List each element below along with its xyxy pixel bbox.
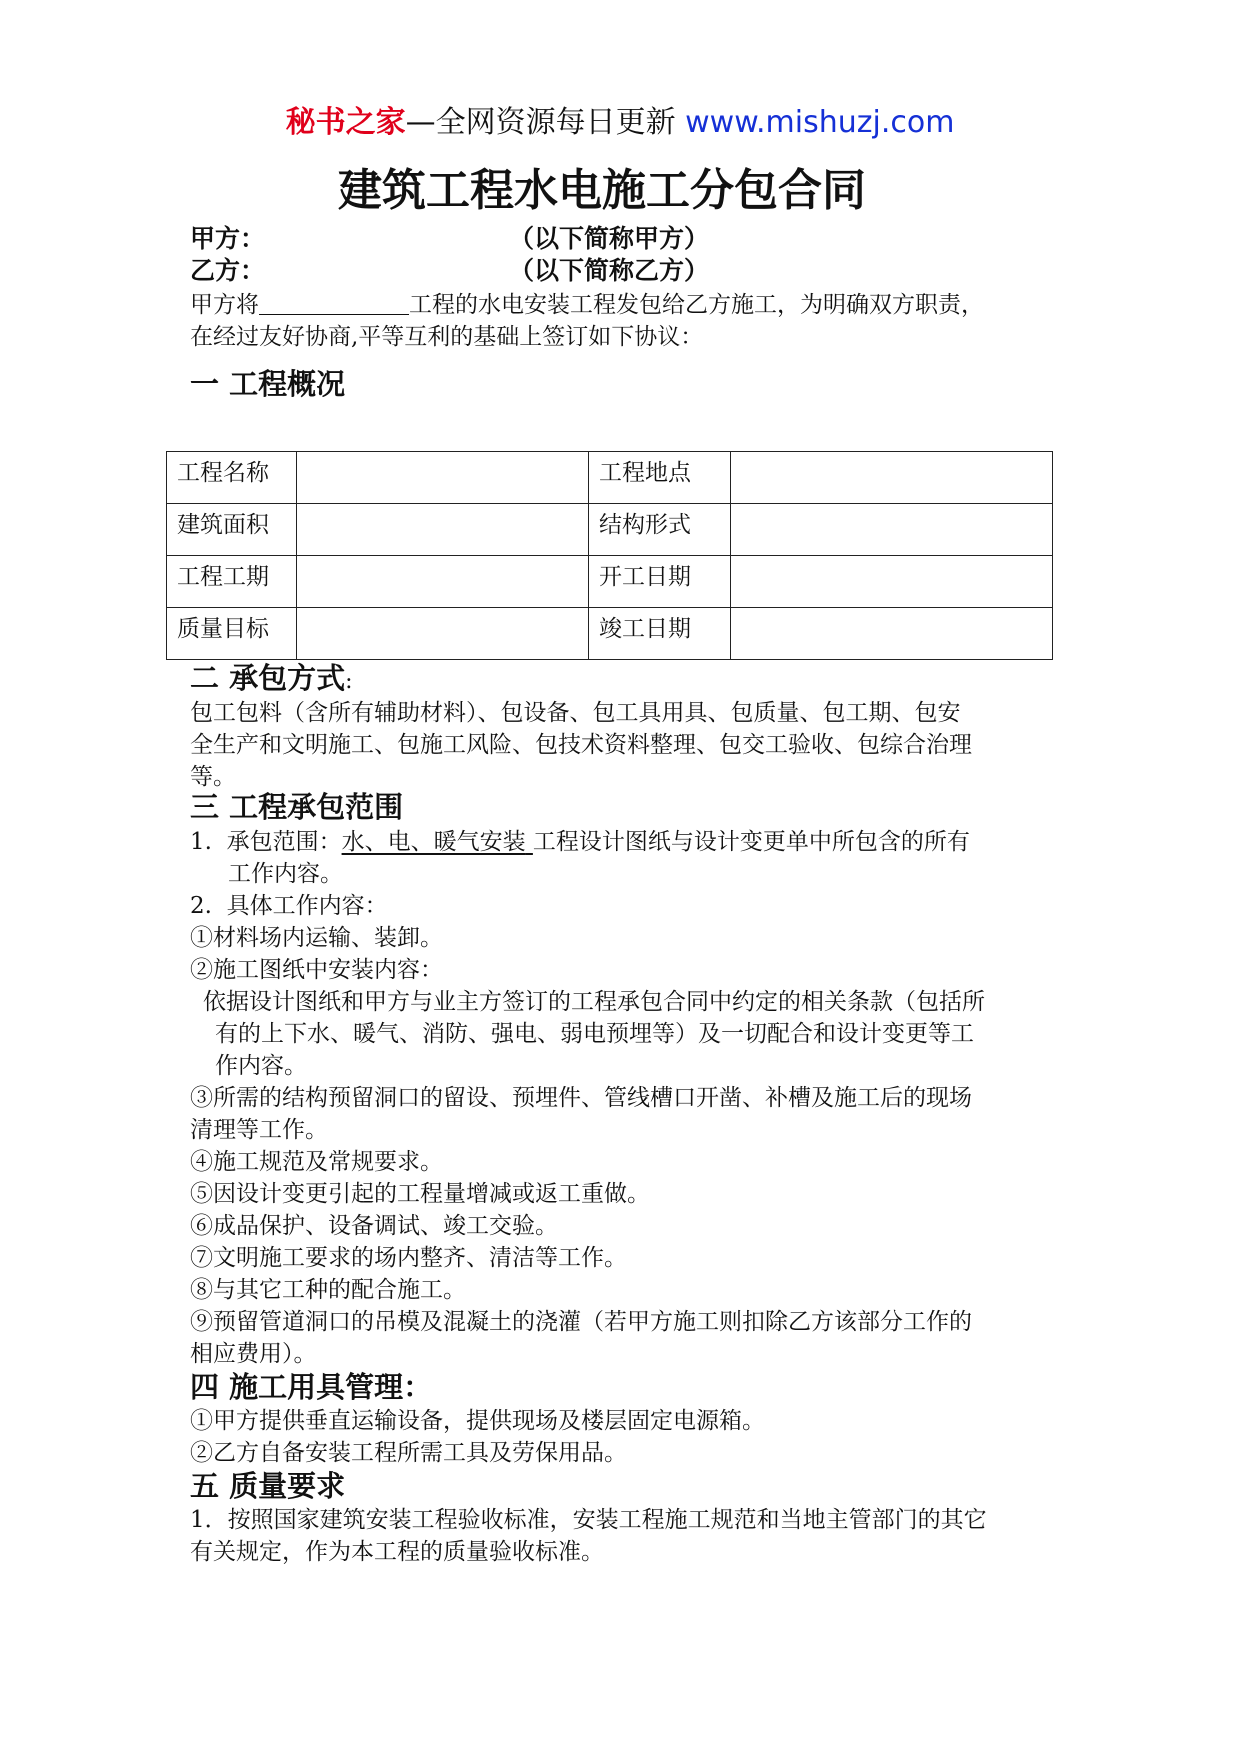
work-item-7: ⑦文明施工要求的场内整齐、清洁等工作。: [190, 1245, 627, 1271]
intro-suffix: 工程的水电安装工程发包给乙方施工，为明确双方职责，: [409, 292, 984, 318]
table-value-cell[interactable]: [297, 452, 589, 504]
table-label-cell: 开工日期: [589, 556, 731, 608]
header-separator: —: [405, 105, 436, 140]
section-2-colon: :: [345, 669, 353, 694]
section-2-heading-text: 二 承包方式: [190, 661, 346, 695]
party-b-label: 乙方：: [190, 256, 266, 285]
section-4-colon: ：: [403, 1370, 433, 1404]
document-title: 建筑工程水电施工分包合同: [338, 165, 866, 216]
scope-item-2: 2. 具体工作内容：: [190, 893, 388, 919]
intro-prefix: 甲方将: [190, 292, 259, 318]
work-item-9: ⑨预留管道洞口的吊模及混凝土的浇灌（若甲方施工则扣除乙方该部分工作的: [190, 1309, 972, 1335]
section-2-line: 等。: [190, 764, 236, 790]
table-label-cell: 工程地点: [589, 452, 731, 504]
intro-line-2: 在经过友好协商,平等互利的基础上签订如下协议：: [190, 324, 704, 350]
intro-paragraph: [190, 289, 1090, 353]
table-label-cell: 工程工期: [167, 556, 297, 608]
site-url-link[interactable]: www.mishuzj.com: [685, 105, 955, 140]
party-b-note: （以下简称乙方）: [509, 256, 710, 285]
section-2-line: 全生产和文明施工、包施工风险、包技术资料整理、包交工验收、包综合治理: [190, 732, 972, 758]
work-item-6: ⑥成品保护、设备调试、竣工交验。: [190, 1213, 558, 1239]
site-header: [0, 103, 1240, 143]
table-row: [167, 556, 1053, 608]
table-value-cell[interactable]: [297, 608, 589, 660]
quality-item-1: 1．按照国家建筑安装工程验收标准，安装工程施工规范和当地主管部门的其它: [190, 1507, 987, 1533]
table-value-cell[interactable]: [731, 504, 1053, 556]
table-row: [167, 504, 1053, 556]
party-a-label: 甲方：: [190, 224, 266, 253]
work-item-9-line-2: 相应费用）。: [190, 1341, 317, 1367]
table-value-cell[interactable]: [731, 556, 1053, 608]
table-value-cell[interactable]: [297, 504, 589, 556]
section-4-heading-text: 四 施工用具管理: [190, 1370, 404, 1404]
scope-underlined-text: 水、电、暖气安装: [341, 829, 526, 855]
table-label-cell: 工程名称: [167, 452, 297, 504]
scope-item-1-prefix: 1. 承包范围：: [190, 829, 342, 855]
work-item-1: ①材料场内运输、装卸。: [190, 925, 443, 951]
table-value-cell[interactable]: [731, 452, 1053, 504]
site-brand: 秘书之家: [285, 105, 406, 140]
section-2-line: 包工包料（含所有辅助材料）、包设备、包工具用具、包质量、包工期、包安: [190, 700, 961, 726]
table-value-cell[interactable]: [731, 608, 1053, 660]
section-1-heading: 一 工程概况: [190, 367, 346, 401]
work-item-3-line-2: 清理等工作。: [190, 1117, 328, 1143]
work-item-4: ④施工规范及常规要求。: [190, 1149, 443, 1175]
table-label-cell: 建筑面积: [167, 504, 297, 556]
underline-gap: [526, 829, 533, 855]
scope-item-1-suffix: 工程设计图纸与设计变更单中所包含的所有: [532, 829, 970, 855]
work-item-8: ⑧与其它工种的配合施工。: [190, 1277, 466, 1303]
work-item-2-detail-line: 依据设计图纸和甲方与业主方签订的工程承包合同中约定的相关条款（包括所: [203, 989, 985, 1015]
section-4-heading: [190, 1370, 432, 1404]
table-label-cell: 竣工日期: [589, 608, 731, 660]
site-tagline: 全网资源每日更新: [435, 105, 676, 140]
work-item-2-detail-line: 有的上下水、暖气、消防、强电、弱电预埋等）及一切配合和设计变更等工: [215, 1021, 974, 1047]
scope-item-1: [190, 826, 1060, 858]
section-3-heading: 三 工程承包范围: [190, 790, 404, 824]
section-2-heading: [190, 661, 353, 699]
work-item-2: ②施工图纸中安装内容：: [190, 957, 443, 983]
party-a-note: （以下简称甲方）: [509, 224, 710, 253]
tool-item-1: ①甲方提供垂直运输设备，提供现场及楼层固定电源箱。: [190, 1408, 765, 1434]
work-item-2-detail-line: 作内容。: [215, 1053, 307, 1079]
table-row: [167, 452, 1053, 504]
project-overview-table: [166, 451, 1053, 660]
table-row: [167, 608, 1053, 660]
table-value-cell[interactable]: [297, 556, 589, 608]
project-name-blank[interactable]: [259, 292, 409, 315]
section-5-heading: 五 质量要求: [190, 1469, 346, 1503]
party-b: [190, 255, 710, 287]
work-item-5: ⑤因设计变更引起的工程量增减或返工重做。: [190, 1181, 650, 1207]
scope-item-1-line-2: 工作内容。: [228, 861, 343, 887]
quality-item-1-line-2: 有关规定，作为本工程的质量验收标准。: [190, 1539, 604, 1565]
party-a: [190, 223, 710, 255]
table-label-cell: 结构形式: [589, 504, 731, 556]
tool-item-2: ②乙方自备安装工程所需工具及劳保用品。: [190, 1440, 627, 1466]
table-label-cell: 质量目标: [167, 608, 297, 660]
work-item-3: ③所需的结构预留洞口的留设、预埋件、管线槽口开凿、补槽及施工后的现场: [190, 1085, 972, 1111]
